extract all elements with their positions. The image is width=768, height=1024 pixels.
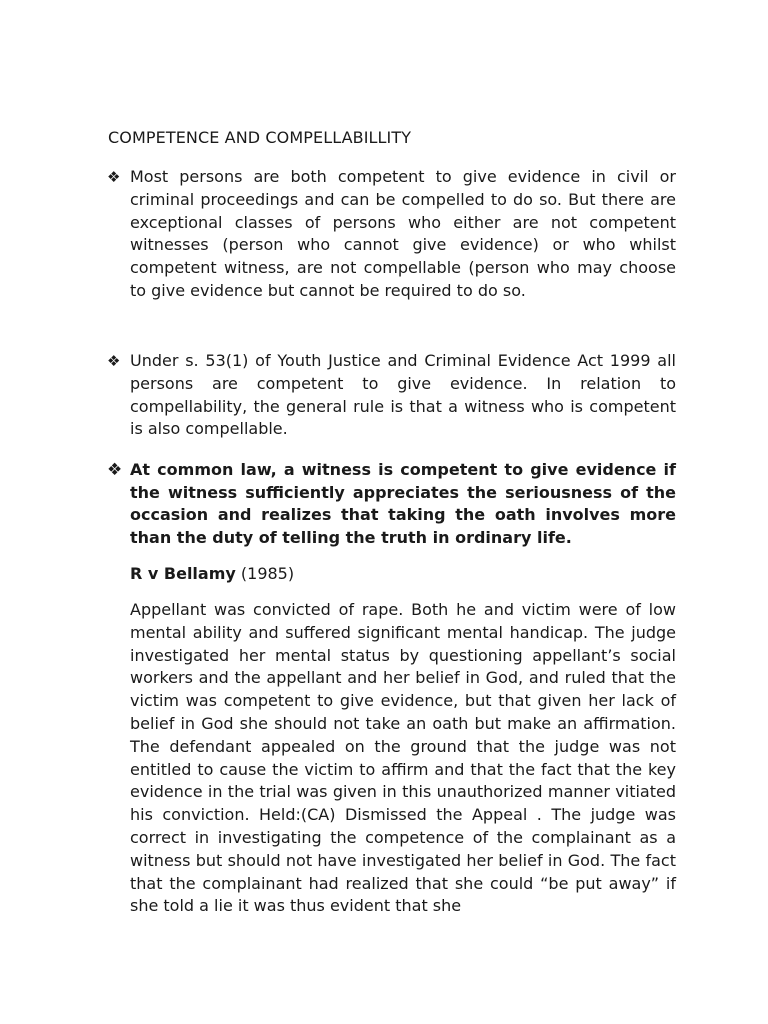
- case-year: (1985): [235, 564, 295, 583]
- page-title: COMPETENCE AND COMPELLABILLITY: [108, 128, 412, 147]
- paragraph-statutory-rule: Under s. 53(1) of Youth Justice and Criminal Evidence Act 1999 all persons are competent to give evidence. In relation to compellability, the general rule is that a witness who is competent is also compellable.: [130, 351, 676, 439]
- case-citation: [130, 563, 294, 585]
- paragraph-common-law-rule: At common law, a witness is competent to give evidence if the witness sufficiently appreciates the seriousness of the occasion and realizes that taking the oath involves more than the duty of telling the truth in ordinary life.: [130, 460, 676, 547]
- bullet-diamond-icon: ❖: [107, 460, 123, 480]
- paragraph-case-summary: Appellant was convicted of rape. Both he and victim were of low mental ability and suffered significant mental handicap. The judge investigated her mental status by questioning appellant’s social workers and the appellant and her belief in God, and ruled that the victim was competent to give evidence, but that given her lack of belief in God she should not take an oath but make an affirmation. The defendant appealed on the ground that the judge was not entitled to cause the victim to affirm and that the fact that the key evidence in the trial was given in this unauthorized manner vitiated his conviction. Held:(CA) Dismissed the Appeal . The judge was correct in investigating the competence of the complainant as a witness but should not have investigated her belief in God. The fact that the complainant had realized that she could “be put away” if she told a lie it was thus evident that she: [130, 600, 676, 916]
- bullet-diamond-icon: ❖: [107, 352, 121, 370]
- paragraph-competence-overview: Most persons are both competent to give evidence in civil or criminal proceedings and can be compelled to do so. But there are exceptional classes of persons who either are not competent witnesses (person who cannot give evidence) or who whilst competent witness, are not compellable (person who may choose to give evidence but cannot be required to do so.: [130, 167, 676, 300]
- bullet-diamond-icon: ❖: [107, 168, 121, 186]
- case-name: R v Bellamy: [130, 564, 236, 583]
